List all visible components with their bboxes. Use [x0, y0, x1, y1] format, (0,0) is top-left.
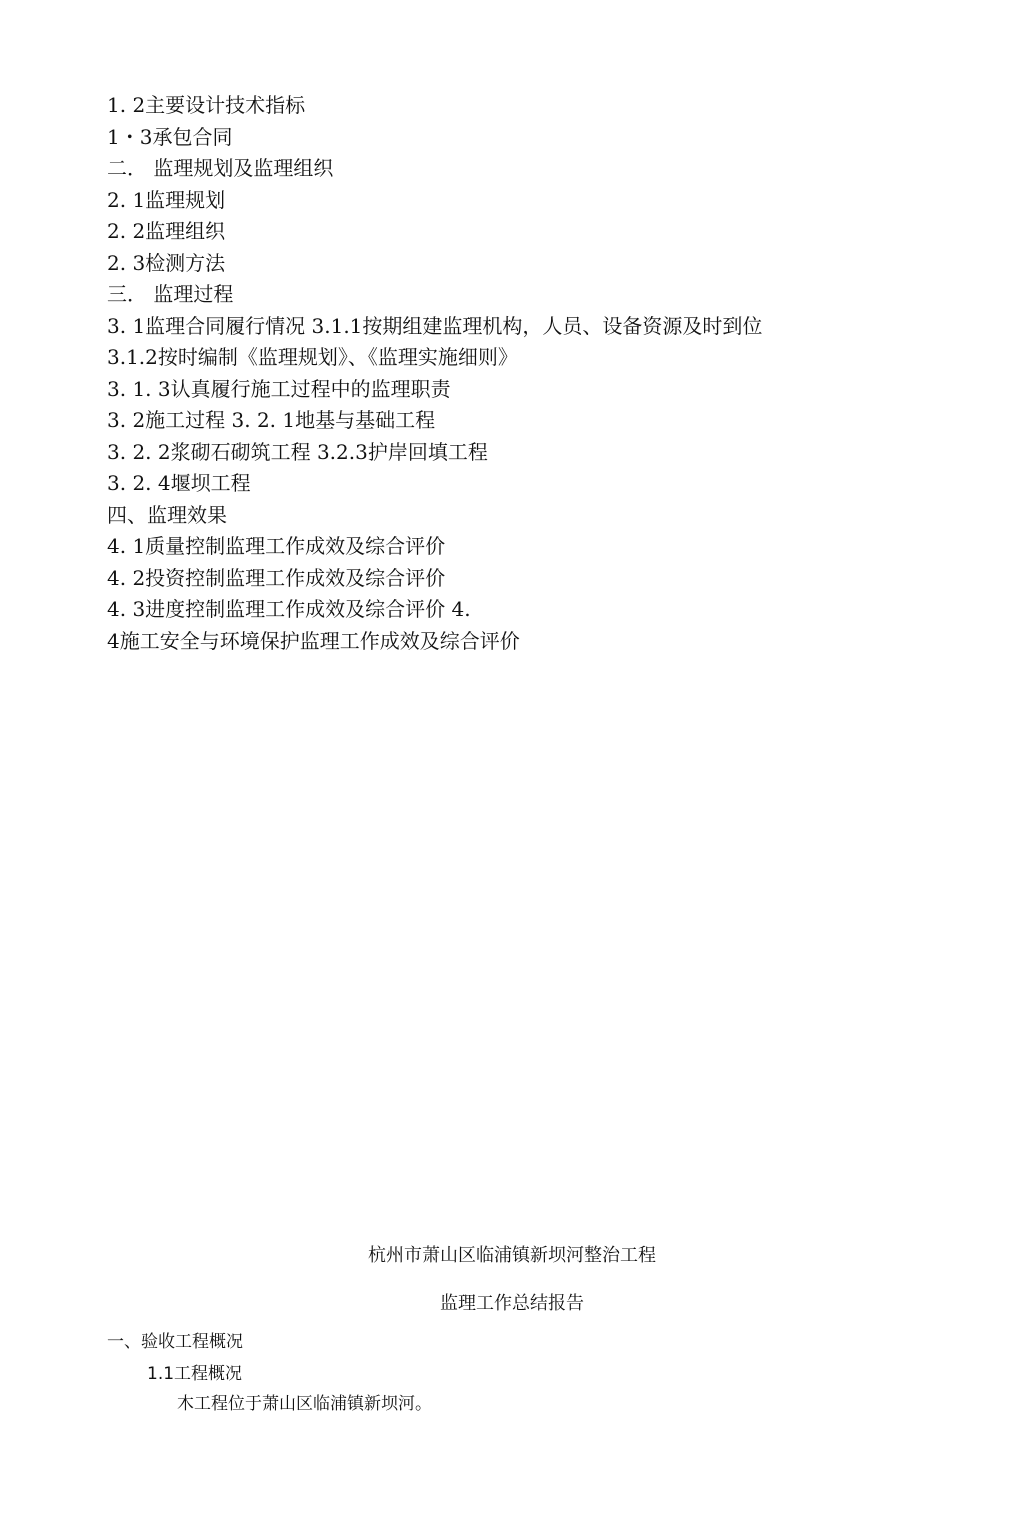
toc-line: 2. 2监理组织: [107, 219, 226, 243]
toc-line: 三． 监理过程: [107, 282, 234, 306]
body-paragraph: 木工程位于萧山区临浦镇新坝河。: [177, 1394, 432, 1414]
toc-line: 2. 3检测方法: [107, 250, 226, 275]
report-subtitle: 监理工作总结报告: [440, 1293, 584, 1314]
toc-line: 3. 2. 2浆砌石砌筑工程 3.2.3护岸回填工程: [107, 439, 488, 464]
toc-line: 4. 2投资控制监理工作成效及综合评价: [107, 565, 446, 590]
toc-line: 1・3承包合同: [107, 124, 233, 149]
toc-line: 4. 1质量控制监理工作成效及综合评价: [107, 534, 446, 558]
toc-line: 3. 2. 4堰坝工程: [107, 471, 251, 495]
toc-line: 3. 1监理合同履行情况 3.1.1按期组建监理机构，人员、设备资源及时到位: [107, 313, 763, 338]
toc-line: 1. 2主要设计技术指标: [107, 93, 306, 117]
toc-line: 2. 1监理规划: [107, 187, 226, 212]
toc-line: 四、监理效果: [107, 502, 227, 527]
toc-line: 4施工安全与环境保护监理工作成效及综合评价: [107, 628, 520, 653]
toc-line: 二． 监理规划及监理组织: [107, 156, 334, 180]
section-heading: 一、验收工程概况: [107, 1332, 243, 1352]
toc-line: 3.1.2按时编制《监理规划》、《监理实施细则》: [107, 345, 518, 369]
table-of-contents: [107, 90, 907, 657]
toc-line: 4. 3进度控制监理工作成效及综合评价 4.: [107, 597, 471, 621]
toc-line: 3. 2施工过程 3. 2. 1地基与基础工程: [107, 408, 436, 432]
toc-line: 3. 1. 3认真履行施工过程中的监理职责: [107, 376, 451, 401]
report-title: 杭州市萧山区临浦镇新坝河整治工程: [368, 1245, 656, 1266]
subsection-heading: 1.1工程概况: [147, 1364, 243, 1384]
